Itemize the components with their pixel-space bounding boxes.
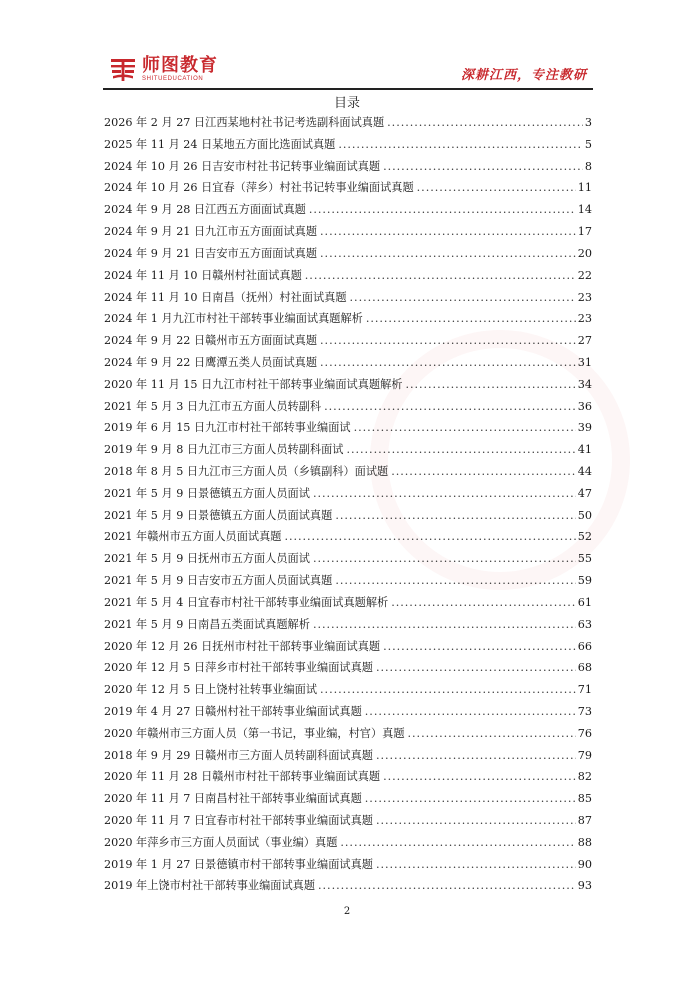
- toc-entry-label[interactable]: 2024 年 1 月九江市村社干部转事业编面试真题解析: [104, 312, 363, 326]
- toc-entry-label[interactable]: 2024 年 11 月 10 日赣州村社面试真题: [104, 268, 302, 282]
- toc-entry[interactable]: [104, 308, 592, 330]
- toc-dot-leader: [313, 548, 576, 570]
- toc-dot-leader: [320, 221, 576, 243]
- toc-entry-label[interactable]: 2024 年 11 月 10 日南昌（抚州）村社面试真题: [104, 290, 347, 304]
- toc-entry-label[interactable]: 2020 年萍乡市三方面人员面试（事业编）真题: [104, 835, 338, 849]
- toc-entry-label[interactable]: 2020 年 11 月 15 日九江市村社干部转事业编面试真题解析: [104, 377, 403, 391]
- toc-entry-page[interactable]: 31: [577, 355, 592, 369]
- toc-entry-label[interactable]: 2021 年 5 月 9 日抚州市五方面人员面试: [104, 552, 310, 566]
- slogan: 深耕江西，专注教研: [460, 68, 587, 83]
- toc-entry-page[interactable]: 34: [577, 377, 592, 391]
- toc-dot-leader: [408, 723, 576, 745]
- header-divider: [103, 88, 593, 90]
- toc-entry-label[interactable]: 2020 年 12 月 5 日萍乡市村社干部转事业编面试真题: [104, 661, 373, 675]
- toc-entry[interactable]: [104, 723, 592, 745]
- toc-entry-label[interactable]: 2020 年 11 月 7 日南昌村社干部转事业编面试真题: [104, 792, 362, 806]
- toc-entry[interactable]: [104, 265, 592, 287]
- toc-entry[interactable]: [104, 287, 592, 309]
- toc-dot-leader: [313, 483, 576, 505]
- toc-entry-page[interactable]: 82: [577, 770, 592, 784]
- toc-entry-page[interactable]: 39: [577, 421, 592, 435]
- toc-entry[interactable]: [104, 243, 592, 265]
- toc-entry-page[interactable]: 73: [577, 704, 592, 718]
- toc-entry[interactable]: [104, 548, 592, 570]
- toc-entry-page[interactable]: 17: [577, 225, 592, 239]
- toc-entry-label[interactable]: 2021 年 5 月 9 日吉安市五方面人员面试真题: [104, 574, 333, 588]
- toc-dot-leader: [305, 265, 576, 287]
- toc-entry-label[interactable]: 2018 年 9 月 29 日赣州市三方面人员转副科面试真题: [104, 748, 373, 762]
- toc-entry-label[interactable]: 2024 年 9 月 22 日鹰潭五类人员面试真题: [104, 355, 318, 369]
- toc-entry-page[interactable]: 36: [577, 399, 592, 413]
- brand-logo: [110, 57, 218, 83]
- toc-entry[interactable]: [104, 156, 592, 178]
- toc-entry-label[interactable]: 2020 年 11 月 28 日赣州市村社干部转事业编面试真题: [104, 770, 381, 784]
- toc-entry[interactable]: [104, 505, 592, 527]
- toc-entry[interactable]: [104, 134, 592, 156]
- toc-entry[interactable]: [104, 679, 592, 701]
- toc-entry-page[interactable]: 87: [577, 814, 592, 827]
- toc-entry[interactable]: [104, 614, 592, 636]
- page-header: [103, 54, 593, 88]
- toc-entry-page[interactable]: 22: [577, 268, 592, 282]
- toc-dot-leader: [417, 177, 576, 199]
- toc-entry[interactable]: [104, 396, 592, 418]
- toc-entry[interactable]: [104, 810, 592, 832]
- toc-dot-leader: [347, 439, 576, 461]
- toc-dot-leader: [383, 156, 583, 178]
- toc-entry-label[interactable]: 2024 年 9 月 28 日江西五方面面试真题: [104, 203, 306, 217]
- brand-name-en: SHITUEDUCATION: [142, 76, 204, 82]
- toc-entry[interactable]: [104, 592, 592, 614]
- toc-dot-leader: [335, 570, 575, 592]
- toc-entry-page[interactable]: 93: [577, 879, 592, 893]
- toc-entry-label[interactable]: 2021 年赣州市五方面人员面试真题: [104, 530, 282, 544]
- toc-dot-leader: [320, 352, 576, 374]
- toc-dot-leader: [383, 636, 576, 658]
- toc-entry[interactable]: [104, 221, 592, 243]
- toc-entry-label[interactable]: 2018 年 8 月 5 日九江市三方面人员（乡镇副科）面试题: [104, 465, 389, 478]
- toc-entry-label[interactable]: 2020 年 12 月 26 日抚州市村社干部转事业编面试真题: [104, 639, 381, 653]
- toc-entry-label[interactable]: 2024 年 10 月 26 日宜春（萍乡）村社书记转事业编面试真题: [104, 181, 414, 195]
- toc-entry-page[interactable]: 59: [577, 574, 592, 588]
- toc-dot-leader: [365, 701, 576, 723]
- table-of-contents: [104, 112, 592, 897]
- toc-dot-leader: [405, 374, 575, 396]
- toc-entry-page[interactable]: 27: [577, 334, 592, 348]
- toc-entry-page[interactable]: 63: [577, 617, 592, 631]
- toc-dot-leader: [365, 788, 576, 810]
- toc-entry-page[interactable]: 23: [577, 290, 592, 304]
- toc-entry-page[interactable]: 85: [577, 792, 592, 806]
- toc-entry-page[interactable]: 8: [584, 159, 592, 173]
- toc-entry-label[interactable]: 2021 年 5 月 9 日景德镇五方面人员面试真题: [104, 508, 333, 522]
- toc-entry-page[interactable]: 23: [577, 312, 592, 326]
- toc-entry[interactable]: [104, 657, 592, 679]
- toc-dot-leader: [318, 875, 576, 897]
- toc-entry-page[interactable]: 71: [577, 683, 592, 697]
- toc-entry-page[interactable]: 79: [577, 748, 592, 762]
- toc-entry-label[interactable]: 2019 年上饶市村社干部转事业编面试真题: [104, 879, 316, 893]
- toc-entry-label[interactable]: 2021 年 5 月 3 日九江市五方面人员转副科: [104, 399, 322, 413]
- toc-dot-leader: [376, 854, 576, 876]
- toc-entry[interactable]: [104, 330, 592, 352]
- toc-dot-leader: [354, 417, 576, 439]
- toc-entry-page[interactable]: 3: [584, 116, 592, 129]
- toc-entry[interactable]: [104, 701, 592, 723]
- toc-dot-leader: [376, 657, 576, 679]
- toc-entry-label[interactable]: 2020 年 12 月 5 日上饶村社转事业编面试: [104, 683, 318, 697]
- toc-entry[interactable]: [104, 636, 592, 658]
- toc-dot-leader: [376, 810, 576, 832]
- toc-dot-leader: [376, 745, 576, 767]
- brand-name: 师图教育: [142, 55, 218, 76]
- toc-entry-page[interactable]: 66: [577, 639, 592, 653]
- toc-entry-label[interactable]: 2019 年 1 月 27 日景德镇市村干部转事业编面试真题: [104, 857, 373, 871]
- toc-entry-label[interactable]: 2019 年 9 月 8 日九江市三方面人员转副科面试: [104, 443, 344, 457]
- toc-entry-page[interactable]: 61: [577, 595, 592, 609]
- toc-entry-page[interactable]: 68: [577, 661, 592, 675]
- toc-entry-label[interactable]: 2019 年 4 月 27 日赣州村社干部转事业编面试真题: [104, 704, 362, 718]
- toc-title: 目录: [333, 96, 360, 111]
- toc-entry-label[interactable]: 2020 年 11 月 7 日宜春市村社干部转事业编面试真题: [104, 814, 373, 827]
- toc-entry[interactable]: [104, 417, 592, 439]
- toc-entry-label[interactable]: 2020 年赣州市三方面人员（第一书记，事业编，村官）真题: [104, 726, 405, 740]
- toc-dot-leader: [350, 287, 576, 309]
- toc-dot-leader: [338, 134, 583, 156]
- toc-dot-leader: [320, 330, 576, 352]
- toc-entry-label[interactable]: 2024 年 9 月 22 日赣州市五方面面试真题: [104, 334, 318, 348]
- toc-entry[interactable]: [104, 177, 592, 199]
- toc-dot-leader: [383, 766, 576, 788]
- toc-entry-page[interactable]: 88: [577, 835, 592, 849]
- toc-entry-page[interactable]: 76: [577, 726, 592, 740]
- toc-entry-page[interactable]: 52: [577, 530, 592, 544]
- toc-entry-label[interactable]: 2024 年 10 月 26 日吉安市村社书记转事业编面试真题: [104, 159, 381, 173]
- toc-entry-label[interactable]: 2021 年 5 月 9 日景德镇五方面人员面试: [104, 486, 310, 500]
- toc-entry[interactable]: [104, 854, 592, 876]
- toc-entry[interactable]: [104, 526, 592, 548]
- toc-dot-leader: [391, 461, 576, 483]
- toc-entry-page[interactable]: 5: [584, 137, 592, 151]
- toc-dot-leader: [391, 592, 576, 614]
- toc-entry[interactable]: [104, 832, 592, 854]
- toc-entry-label[interactable]: 2026 年 2 月 27 日江西某地村社书记考选副科面试真题: [104, 116, 385, 129]
- toc-dot-leader: [387, 112, 583, 134]
- toc-entry-page[interactable]: 47: [577, 486, 592, 500]
- toc-entry[interactable]: [104, 439, 592, 461]
- toc-entry-page[interactable]: 44: [577, 465, 592, 478]
- toc-dot-leader: [284, 526, 575, 548]
- toc-dot-leader: [324, 396, 576, 418]
- toc-entry[interactable]: [104, 483, 592, 505]
- toc-entry-page[interactable]: 50: [577, 508, 592, 522]
- toc-entry-label[interactable]: 2025 年 11 月 24 日某地五方面比选面试真题: [104, 137, 336, 151]
- toc-entry[interactable]: [104, 875, 592, 897]
- toc-entry-label[interactable]: 2021 年 5 月 4 日宜春市村社干部转事业编面试真题解析: [104, 595, 389, 609]
- toc-entry-page[interactable]: 41: [577, 443, 592, 457]
- toc-dot-leader: [340, 832, 575, 854]
- toc-entry[interactable]: [104, 199, 592, 221]
- toc-entry-page[interactable]: 11: [577, 181, 592, 195]
- toc-dot-leader: [313, 614, 576, 636]
- toc-entry-label[interactable]: 2021 年 5 月 9 日南昌五类面试真题解析: [104, 617, 310, 631]
- toc-entry[interactable]: [104, 374, 592, 396]
- toc-entry[interactable]: [104, 112, 592, 134]
- toc-dot-leader: [366, 308, 576, 330]
- toc-dot-leader: [335, 505, 575, 527]
- toc-entry-page[interactable]: 55: [577, 552, 592, 566]
- toc-entry-label[interactable]: 2024 年 9 月 21 日九江市五方面面试真题: [104, 225, 318, 239]
- toc-entry-page[interactable]: 14: [577, 203, 592, 217]
- toc-entry-page[interactable]: 90: [577, 857, 592, 871]
- logo-mark-icon: [110, 57, 136, 83]
- toc-dot-leader: [320, 679, 576, 701]
- toc-entry[interactable]: [104, 352, 592, 374]
- toc-entry[interactable]: [104, 461, 592, 483]
- toc-entry[interactable]: [104, 766, 592, 788]
- page-number: 2: [343, 906, 351, 917]
- toc-entry[interactable]: [104, 745, 592, 767]
- toc-entry[interactable]: [104, 570, 592, 592]
- toc-dot-leader: [309, 199, 576, 221]
- toc-entry-label[interactable]: 2019 年 6 月 15 日九江市村社干部转事业编面试: [104, 421, 351, 435]
- toc-entry-page[interactable]: 20: [577, 246, 592, 260]
- toc-entry[interactable]: [104, 788, 592, 810]
- toc-entry-label[interactable]: 2024 年 9 月 21 日吉安市五方面面试真题: [104, 246, 318, 260]
- toc-dot-leader: [320, 243, 576, 265]
